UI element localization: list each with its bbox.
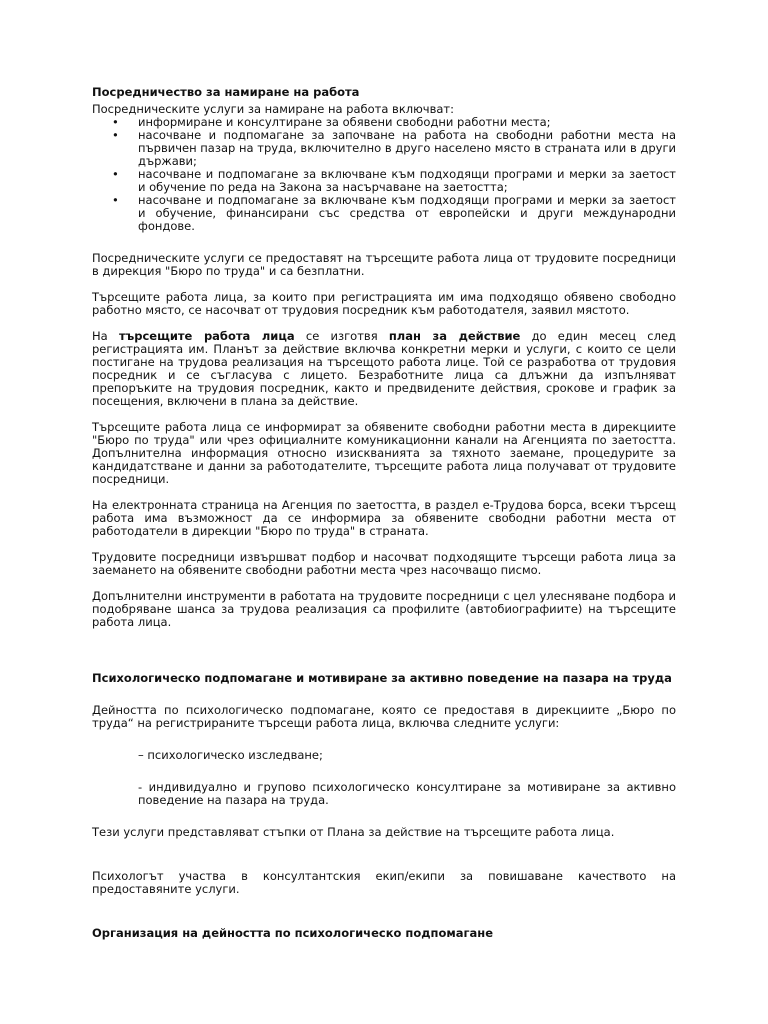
section-title-employment-mediation: Посредничество за намиране на работа [92, 85, 360, 99]
list-item: • насочване и подпомагане за включване към подходящи програми и мерки за заетост и обучение по реда на Закона за насърчаване на заетостта; [92, 168, 676, 194]
text-run: се изготвя [294, 329, 389, 343]
text-run: до един месец след регистрацията им. Планът за действие включва конкретни мерки и услуги, с които се цели постигане на трудова реализация на търсещото работа лице. Той се разработва от трудовия посредник и се съгласува с лицето. Безработните лица са длъжни да изпълняват препоръките на трудовия посредник, както и предвидените действия, срокове и график за посещения, включени в плана за действие. [92, 329, 676, 408]
paragraph-vacancy-info: Търсещите работа лица се информират за обявените свободни работни места в дирекциите "Бюро по труда" или чрез официалните комуникационни канали на Агенцията по заетостта. Допълнителна информация относно изискванията за тяхното заемане, процедурите за кандидатстване и данни за работодателите, търсещите работа лица получават от трудовите посредници. [92, 420, 676, 486]
paragraph-action-plan-steps: Тези услуги представляват стъпки от Плана за действие на търсещите работа лица. [92, 825, 615, 839]
paragraph-referral: Търсещите работа лица, за които при регистрацията им има подходящо обявено свободно работно място, се насочват от трудовия посредник към работодателя, заявил мястото. [92, 290, 676, 317]
section-title-psychological-support: Психологическо подпомагане и мотивиране за активно поведение на пазара на труда [92, 671, 672, 685]
paragraph-psych-services: Дейността по психологическо подпомагане, която се предоставя в дирекциите „Бюро по труда“ на регистрираните търсещи работа лица, включва следните услуги: [92, 703, 676, 730]
paragraph-selection: Трудовите посредници извършват подбор и насочват подходящите търсещи работа лица за заемането на обявените свободни работни места чрез насочващо писмо. [92, 550, 676, 577]
section-title-organisation: Организация на дейността по психологическо подпомагане [92, 926, 494, 940]
paragraph-e-labour-exchange: На електронната страница на Агенция по заетостта, в раздел е-Трудова борса, всеки търсещ работа има възможност да се информира за обявените свободни работни места от работодатели в дирекции "Бюро по труда" в страната. [92, 498, 676, 538]
bold-action-plan: план за действие [388, 329, 521, 343]
document-body [92, 86, 676, 940]
text-run: На [92, 329, 119, 343]
list-item: • информиране и консултиране за обявени свободни работни места; [92, 116, 676, 129]
list-item: • насочване и подпомагане за включване към подходящи програми и мерки за заетост и обучение, финансирани със средства от европейски и други международни фондове. [92, 194, 676, 233]
psych-item-assessment: – психологическо изследване; [138, 748, 323, 762]
paragraph-psychologist-team: Психологът участва в консултантския екип/екипи за повишаване качеството на предоставяните услуги. [92, 869, 676, 896]
paragraph-action-plan [92, 330, 676, 408]
paragraph-free-services: Посредническите услуги се предоставят на търсещите работа лица от трудовите посредници в дирекция "Бюро по труда" и са безплатни. [92, 251, 676, 278]
psych-item-counselling: - индивидуално и групово психологическо консултиране за мотивиране за активно поведение на пазара на труда. [138, 780, 676, 807]
mediation-services-list [92, 116, 676, 233]
mediation-intro: Посредническите услуги за намиране на работа включват: [92, 102, 454, 116]
paragraph-profiles: Допълнителни инструменти в работата на трудовите посредници с цел улесняване подбора и подобряване шанса за трудова реализация са профилите (автобиографиите) на търсещите работа лица. [92, 589, 676, 629]
list-item: • насочване и подпомагане за започване на работа на свободни работни места на първичен пазар на труда, включително в друго населено място в страната или в други държави; [92, 129, 676, 168]
bold-job-seekers: търсещите работа лица [118, 329, 295, 343]
